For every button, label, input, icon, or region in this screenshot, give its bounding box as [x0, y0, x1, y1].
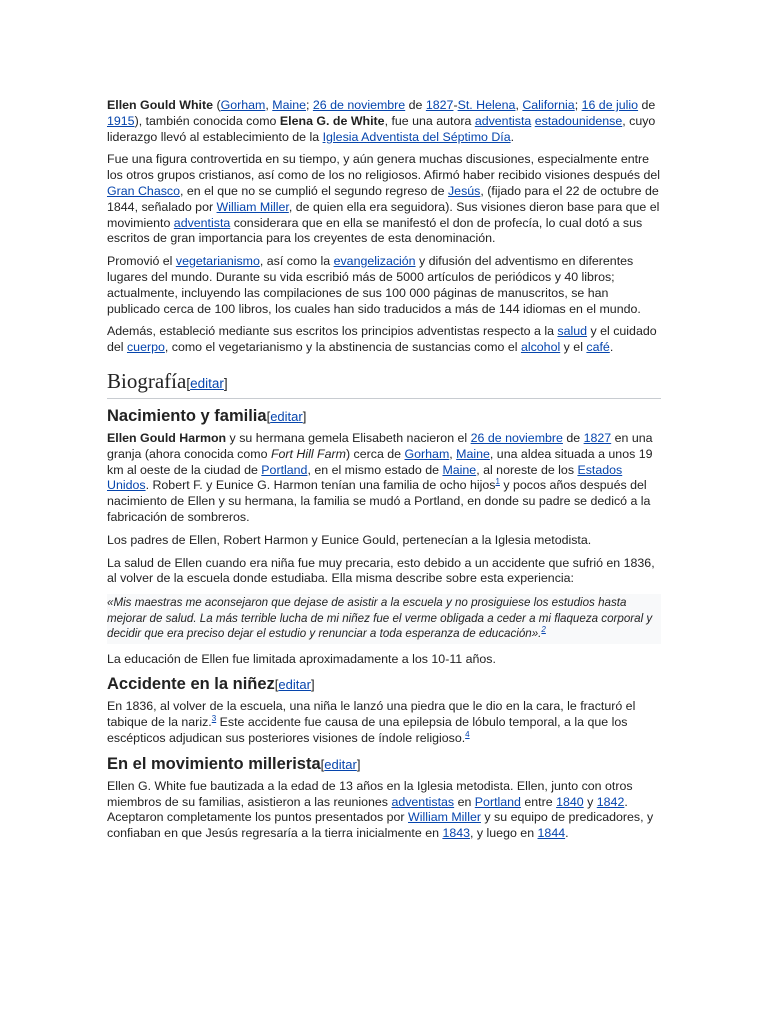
link-william-miller[interactable]: William Miller — [216, 199, 289, 214]
link-death-date[interactable]: 16 de julio — [581, 98, 639, 112]
alias-name: Elena G. de White — [279, 113, 385, 128]
ref-3[interactable]: 3 — [211, 714, 217, 724]
link-birth-date[interactable]: 26 de noviembre — [312, 98, 406, 112]
ref-2[interactable]: 2 — [541, 625, 546, 635]
link-estadounidense[interactable]: estadounidense — [534, 113, 623, 128]
link-1840[interactable]: 1840 — [556, 794, 584, 809]
education-paragraph: La educación de Ellen fue limitada aproximadamente a los 10-11 años. — [107, 651, 496, 666]
link-1844[interactable]: 1844 — [537, 826, 566, 841]
subsection-heading-nacimiento: Nacimiento y familia[editar] — [107, 406, 307, 425]
link-gorham-2[interactable]: Gorham — [404, 446, 450, 461]
link-cafe[interactable]: café — [586, 340, 610, 355]
link-maine-2[interactable]: Maine — [456, 446, 490, 461]
link-1827-2[interactable]: 1827 — [583, 430, 612, 445]
intro-paragraph-2: Fue una figura controvertida en su tiempo, y aún genera muchas discusiones, especialmente entre los otros grupos cristianos, así como de los no religiosos. Afirmó haber recibido visiones después del Gran Chasco, en el que no se cumplió el segundo regreso de Jesús, (fijado para el 22 de octubre de 1844, señalado por William Miller, de quien ella era seguidora). Sus visiones dieron base para que el movimiento adventista considerara que en ella se manifestó el don de profecía, lo cual dotó a sus escritos de gran importancia para los creyentes de esta denominación. — [107, 152, 661, 246]
link-birth-date-2[interactable]: 26 de noviembre — [470, 430, 563, 445]
link-1915[interactable]: 1915 — [107, 113, 135, 128]
edit-link-accidente[interactable]: [editar] — [274, 677, 315, 693]
link-adventista[interactable]: adventista — [474, 113, 532, 128]
subsection-heading-millerista: En el movimiento millerista[editar] — [107, 754, 361, 773]
link-evangelizacion[interactable]: evangelización — [333, 254, 416, 269]
section-heading-biografia: Biografía[editar] — [107, 368, 661, 399]
quote-block: «Mis maestras me aconsejaron que dejase de asistir a la escuela y no prosiguiese los estudios hasta mejorar de salud. La más terrible lucha de mi niñez fue el verme obligada a ceder a mi flaqueza corporal y decidir que era preciso dejar el estudio y renunciar a toda esperanza de educación».$^2$ — [107, 594, 661, 644]
accident-paragraph: En 1836, al volver de la escuela, una niña le lanzó una piedra que le dio en la cara, le fracturó el tabique de la nariz.$^3$ Este accidente fue causa de una epilepsia de lóbulo temporal, a la que los escépticos adjudican sus posteriores visiones de índole religioso.$^4$ — [107, 699, 636, 746]
link-portland[interactable]: Portland — [261, 462, 308, 477]
link-adventista-2[interactable]: adventista — [173, 215, 231, 230]
link-cuerpo[interactable]: cuerpo — [126, 340, 165, 355]
link-jesus[interactable]: Jesús — [447, 183, 481, 198]
millerite-paragraph: Ellen G. White fue bautizada a la edad de 13 años en la Iglesia metodista. Ellen, junto con otros miembros de su familias, asistieron a las reuniones adventistas en Portland entre 1840 y 1842. Aceptaron completamente los puntos presentados por William Miller y su equipo de predicadores, y confiaban en que Jesús regresaría a la tierra inicialmente en 1843, y luego en 1844. — [107, 778, 654, 841]
link-salud[interactable]: salud — [557, 324, 588, 339]
edit-link-biografia[interactable]: [editar] — [186, 375, 228, 391]
ref-4[interactable]: 4 — [465, 729, 470, 739]
ref-1[interactable]: 1 — [495, 477, 500, 487]
birth-name: Ellen Gould Harmon — [107, 430, 227, 445]
link-maine-3[interactable]: Maine — [442, 462, 477, 477]
subsection-heading-accidente: Accidente en la niñez[editar] — [107, 675, 315, 694]
birth-paragraph: Ellen Gould Harmon y su hermana gemela Elisabeth nacieron el 26 de noviembre de 1827 en una granja (ahora conocida como Fort Hill Farm) cerca de Gorham, Maine, una aldea situada a unos 19 km al oeste de la ciudad de Portland, en el mismo estado de Maine, al noreste de los Estados Unidos. Robert F. y Eunice G. Harmon tenían una familia de ocho hijos$^1$ y pocos años después del nacimiento de Ellen y su hermana, la familia se mudó a Portland, en donde su padre se dedicó a la fabricación de sombreros. — [107, 430, 653, 524]
parents-paragraph: Los padres de Ellen, Robert Harmon y Eunice Gould, pertenecían a la Iglesia metodista. — [107, 532, 592, 547]
link-1842[interactable]: 1842 — [596, 794, 625, 809]
link-portland-2[interactable]: Portland — [474, 794, 521, 809]
edit-link-millerista[interactable]: [editar] — [320, 756, 361, 772]
edit-link-nacimiento[interactable]: [editar] — [266, 408, 307, 424]
health-paragraph: La salud de Ellen cuando era niña fue muy precaria, esto debido a un accidente que sufrió en 1836, al volver de la escuela donde estudiaba. Ella misma describe sobre esta experiencia: — [107, 555, 655, 586]
intro-paragraph-3: Promovió el vegetarianismo, así como la evangelización y difusión del adventismo en diferentes lugares del mundo. Durante su vida escribió más de 5000 artículos de periódicos y 40 libros; actualmente, incluyendo las compilaciones de sus 100 000 páginas de manuscritos, se han publicado cerca de 100 libros, los cuales han sido traducidos a más de 144 idiomas en el mundo. — [107, 254, 641, 316]
intro-paragraph-1: Ellen Gould White (Gorham, Maine; 26 de noviembre de 1827-St. Helena, California; 16 de julio de 1915), también conocida como Elena G. de White, fue una autora adventista estadounidense, cuyo liderazgo llevó al establecimiento de la Iglesia Adventista del Séptimo Día. — [107, 98, 656, 144]
link-alcohol[interactable]: alcohol — [520, 340, 561, 355]
link-maine[interactable]: Maine — [272, 98, 306, 112]
link-gran-chasco[interactable]: Gran Chasco — [107, 183, 181, 198]
intro-paragraph-4: Además, estableció mediante sus escritos los principios adventistas respecto a la salud y el cuidado del cuerpo, como el vegetarianismo y la abstinencia de sustancias como el alcohol y el café. — [107, 324, 657, 355]
link-estados-unidos[interactable]: Estados Unidos — [107, 462, 623, 493]
link-california[interactable]: California — [522, 98, 575, 112]
link-william-miller-2[interactable]: William Miller — [408, 810, 481, 825]
link-gorham[interactable]: Gorham — [220, 98, 266, 112]
link-iglesia-adventista[interactable]: Iglesia Adventista del Séptimo Día — [322, 129, 511, 144]
link-1827[interactable]: 1827 — [425, 98, 454, 112]
link-adventistas[interactable]: adventistas — [391, 794, 455, 809]
link-1843[interactable]: 1843 — [442, 826, 471, 841]
link-st-helena[interactable]: St. Helena — [457, 98, 516, 112]
farm-name: Fort Hill Farm — [270, 446, 346, 461]
subject-name: Ellen Gould White — [107, 98, 214, 112]
link-vegetarianismo[interactable]: vegetarianismo — [175, 254, 260, 269]
